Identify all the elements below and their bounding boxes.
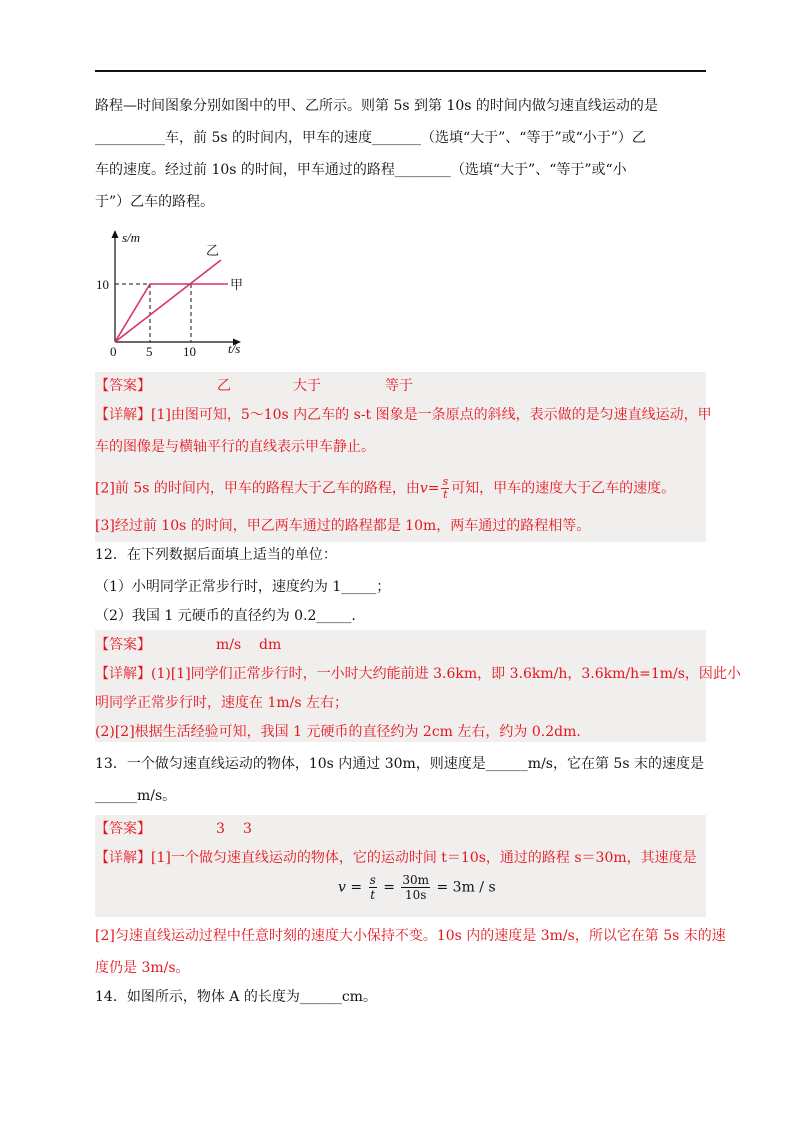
y-axis-label: s/m — [122, 230, 141, 245]
line-yi — [115, 260, 221, 342]
formula-eq2: = — [383, 879, 395, 896]
x-tick-0: 0 — [110, 344, 117, 358]
q11-detail-tag: 【详解】 — [95, 407, 151, 423]
q11-answer-2: 大于 — [293, 378, 321, 394]
formula-num1: s — [369, 873, 376, 887]
q11-detail-1a — [95, 405, 712, 425]
header-rule — [95, 70, 706, 72]
q12-detail-tag: 【详解】 — [95, 666, 151, 682]
q12-answer-tag: 【答案】 — [95, 637, 151, 653]
q11-detail-3: [3]经过前 10s 的时间，甲乙两车通过的路程都是 10m，两车通过的路程相等。 — [95, 518, 591, 534]
q13-detail-1 — [95, 848, 697, 868]
q11-detail-2-pre: [2]前 5s 的时间内，甲车的路程大于乙车的路程，由 — [95, 480, 420, 497]
formula-result: = 3m / s — [436, 879, 496, 896]
formula-den2: 10s — [404, 888, 427, 902]
q13-formula — [338, 873, 496, 902]
x-axis-label: t/s — [228, 341, 241, 356]
q13-answer-2: 3 — [243, 821, 252, 837]
q12-detail-2: (2)[2]根据生活经验可知，我国 1 元硬币的直径约为 2cm 左右，约为 0.2dm. — [95, 724, 581, 740]
q13-detail-tag: 【详解】 — [95, 850, 151, 866]
formula-fraction-s-t — [369, 873, 377, 902]
formula-den1: t — [370, 888, 376, 902]
q12-title: 12．在下列数据后面填上适当的单位： — [95, 547, 337, 563]
fraction-denominator: t — [443, 488, 448, 501]
q13-detail-1-text: [1]一个做匀速直线运动的物体，它的运动时间 t＝10s，通过的路程 s＝30m，其速度是 — [151, 850, 697, 866]
q11-text-line4: 于”）乙车的路程。 — [95, 194, 215, 210]
st-graph — [90, 222, 260, 358]
q12-detail-1b: 明同学正常步行时，速度在 1m/s 左右； — [95, 695, 348, 711]
q12-item1: （1）小明同学正常步行时，速度约为 1_____； — [95, 579, 391, 595]
q12-answer-2: dm — [259, 637, 282, 653]
q12-detail-1a-text: (1)[1]同学们正常步行时，一小时大约能前进 3.6km，即 3.6km/h，3.6km/h=1m/s，因此小 — [151, 666, 741, 682]
q12-item2: （2）我国 1 元硬币的直径约为 0.2_____. — [95, 608, 356, 624]
label-jia: 甲 — [230, 278, 244, 293]
y-tick-10: 10 — [96, 277, 109, 292]
q14-line1: 14．如图所示，物体 A 的长度为______cm。 — [95, 989, 377, 1005]
q11-detail-2 — [95, 476, 675, 501]
q12-answer-1: m/s — [216, 637, 242, 653]
formula-eq1: = — [350, 879, 363, 896]
x-tick-10: 10 — [183, 344, 196, 358]
q11-detail-2-eq: = — [427, 480, 440, 497]
q11-answer-1: 乙 — [217, 378, 231, 394]
formula-num2: 30m — [402, 873, 430, 887]
q13-detail-2b: 度仍是 3m/s。 — [95, 960, 190, 976]
q11-detail-2-fraction — [441, 476, 449, 501]
q12-detail-1a — [95, 664, 741, 684]
q13-line2: ______m/s。 — [95, 788, 177, 804]
q11-detail-2-post: 可知，甲车的速度大于乙车的速度。 — [451, 480, 676, 497]
q11-detail-1a-text: [1]由图可知，5～10s 内乙车的 s-t 图象是一条原点的斜线，表示做的是匀速直线运动，甲 — [151, 407, 712, 423]
q11-text-line3: 车的速度。经过前 10s 的时间，甲车通过的路程________（选填“大于”、“等于”或“小 — [95, 162, 627, 178]
q11-detail-2-v: v — [419, 480, 428, 497]
q11-text-line2: __________车，前 5s 的时间内，甲车的速度_______（选填“大于”、“等于”或“小于”）乙 — [95, 130, 646, 146]
q13-detail-2a: [2]匀速直线运动过程中任意时刻的速度大小保持不变。10s 内的速度是 3m/s，所以它在第 5s 末的速 — [95, 928, 726, 944]
q11-text-line1: 路程—时间图象分别如图中的甲、乙所示。则第 5s 到第 10s 的时间内做匀速直线运动的是 — [95, 98, 658, 114]
q13-answer-tag: 【答案】 — [95, 821, 151, 837]
q13-answer-1: 3 — [216, 821, 225, 837]
q11-answer-3: 等于 — [385, 378, 413, 394]
label-yi: 乙 — [206, 244, 220, 259]
y-axis-arrow — [112, 230, 119, 238]
q11-detail-1b: 车的图像是与横轴平行的直线表示甲车静止。 — [95, 439, 375, 455]
q13-line1: 13．一个做匀速直线运动的物体，10s 内通过 30m，则速度是______m/s，它在第 5s 末的速度是 — [95, 756, 704, 772]
formula-v: v — [338, 879, 346, 896]
x-tick-5: 5 — [146, 344, 153, 358]
formula-fraction-values — [401, 873, 430, 902]
line-jia — [115, 284, 228, 342]
q11-answer-tag: 【答案】 — [95, 378, 151, 394]
fraction-numerator: s — [442, 475, 449, 488]
